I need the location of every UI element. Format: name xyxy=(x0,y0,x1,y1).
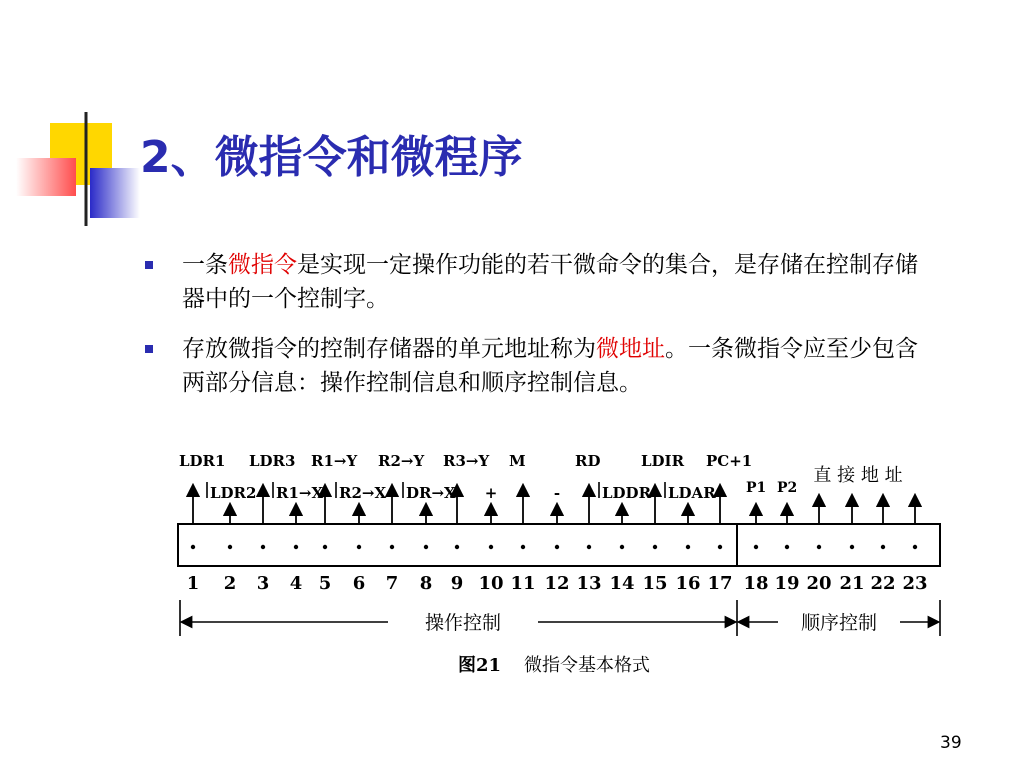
second-signal-label: LDDR xyxy=(602,484,652,502)
bit-number: 11 xyxy=(510,573,536,594)
bit-dot xyxy=(261,545,265,549)
top-signal-label: R2→Y xyxy=(378,452,425,470)
bit-dot xyxy=(191,545,195,549)
bit-dot xyxy=(555,545,559,549)
bit-number: 16 xyxy=(675,573,701,594)
page-number: 39 xyxy=(940,733,962,753)
bit-dot xyxy=(390,545,394,549)
bit-dot xyxy=(323,545,327,549)
top-signal-label: RD xyxy=(575,452,601,470)
second-signal-label: + xyxy=(484,484,498,502)
bit-dot xyxy=(913,545,917,549)
second-signal-label: LDR2 xyxy=(210,484,257,502)
bullet-text-part: 是实现一定操作功能的若干微命令的集合，是存储在控制存储器中的一个控制字。 xyxy=(182,252,918,312)
bit-number: 18 xyxy=(743,573,769,594)
top-signal-label: PC+1 xyxy=(706,452,753,470)
bit-number: 17 xyxy=(707,573,733,594)
bullet-text-part: 一条 xyxy=(182,252,228,278)
bit-number: 5 xyxy=(318,573,332,594)
bit-number: 10 xyxy=(478,573,504,594)
second-signal-label: LDAR xyxy=(668,484,716,502)
microinstruction-box xyxy=(178,524,940,566)
second-signal-label: R2→X xyxy=(339,484,387,502)
bit-number: 6 xyxy=(352,573,366,594)
bit-dot xyxy=(686,545,690,549)
bit-number: 8 xyxy=(419,573,433,594)
bit-dot xyxy=(357,545,361,549)
second-signal-label: R1→X xyxy=(276,484,324,502)
highlight-term: 微地址 xyxy=(596,336,665,362)
op-field-label: 操作控制 xyxy=(424,612,502,634)
bit-number: 22 xyxy=(870,573,896,594)
bit-dot xyxy=(817,545,821,549)
direct-address-label: 直 接 地 址 xyxy=(813,465,903,486)
bit-dot xyxy=(455,545,459,549)
bit-number: 2 xyxy=(223,573,237,594)
seq-field-label: 顺序控制 xyxy=(800,612,878,634)
bit-number: 9 xyxy=(450,573,464,594)
bit-dot xyxy=(881,545,885,549)
second-signal-label: - xyxy=(553,484,561,502)
bit-dot xyxy=(489,545,493,549)
bullet-text-part: 存放微指令的控制存储器的单元地址称为 xyxy=(182,336,596,362)
top-signal-label: M xyxy=(509,452,526,470)
top-signal-label: LDR1 xyxy=(179,452,226,470)
bit-dot xyxy=(587,545,591,549)
bit-number: 23 xyxy=(902,573,928,594)
bit-dot xyxy=(620,545,624,549)
bit-number: 15 xyxy=(642,573,668,594)
bit-dot xyxy=(424,545,428,549)
top-signal-label: LDIR xyxy=(641,452,685,470)
bit-dot xyxy=(521,545,525,549)
bit-dot xyxy=(294,545,298,549)
bit-dot xyxy=(718,545,722,549)
sequence-signal-label: P2 xyxy=(777,480,798,496)
sequence-signal-label: P1 xyxy=(746,480,767,496)
bit-number: 3 xyxy=(256,573,270,594)
bit-number: 14 xyxy=(609,573,635,594)
highlight-term: 微指令 xyxy=(228,252,297,278)
figure-label: 图21 xyxy=(458,655,502,676)
figure-caption xyxy=(458,651,650,677)
page-title: 2、微指令和微程序 xyxy=(140,132,523,183)
bit-number: 12 xyxy=(544,573,570,594)
bit-dot xyxy=(228,545,232,549)
bullet-text-part: 。一条微指令应至少包含两部分信息：操作控制信息和顺序控制信息。 xyxy=(182,336,918,396)
top-signal-label: R3→Y xyxy=(443,452,490,470)
bit-number: 1 xyxy=(186,573,200,594)
bit-dot xyxy=(785,545,789,549)
figure-title: 微指令基本格式 xyxy=(523,655,650,676)
top-signal-label: LDR3 xyxy=(249,452,296,470)
second-signal-label: DR→X xyxy=(406,484,456,502)
bit-number: 19 xyxy=(774,573,800,594)
bit-number: 7 xyxy=(385,573,399,594)
bit-number: 4 xyxy=(289,573,303,594)
bit-dot xyxy=(754,545,758,549)
bit-dot xyxy=(850,545,854,549)
bit-number: 21 xyxy=(839,573,865,594)
bit-number: 13 xyxy=(576,573,602,594)
bit-number: 20 xyxy=(806,573,832,594)
bit-dot xyxy=(653,545,657,549)
top-signal-label: R1→Y xyxy=(311,452,358,470)
